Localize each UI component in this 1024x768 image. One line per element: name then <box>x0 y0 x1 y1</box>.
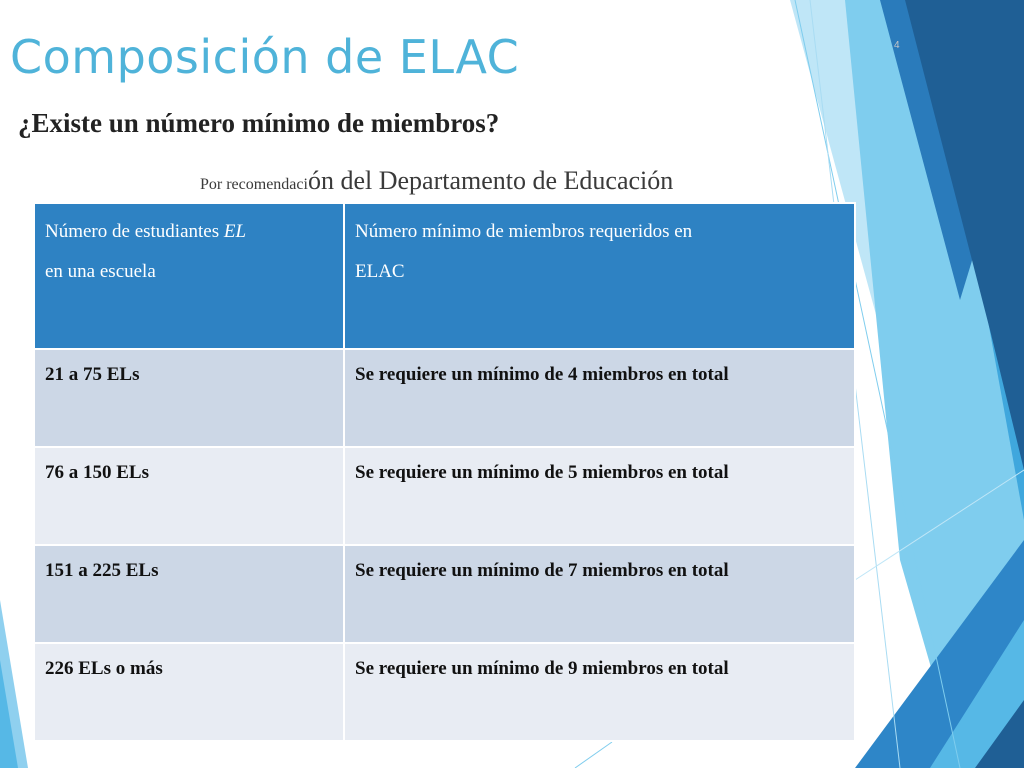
header-el-students-prefix: Número de estudiantes <box>45 221 224 242</box>
recommendation-note-small: Por recomendaci <box>200 176 308 193</box>
header-min-members-line1: Número mínimo de miembros requeridos en <box>355 221 693 242</box>
table-row <box>34 545 855 643</box>
row-range: 151 a 225 ELs <box>34 545 344 643</box>
slide-subtitle: ¿Existe un número mínimo de miembros? <box>18 108 500 138</box>
header-el-students-line2: en una escuela <box>45 261 156 282</box>
recommendation-note <box>200 166 673 196</box>
slide-number: 4 <box>894 40 900 51</box>
table-row <box>34 349 855 447</box>
row-requirement: Se requiere un mínimo de 5 miembros en total <box>344 447 855 545</box>
row-requirement: Se requiere un mínimo de 4 miembros en total <box>344 349 855 447</box>
table-row <box>34 447 855 545</box>
elac-membership-table <box>33 202 856 742</box>
table-header-row <box>34 203 855 349</box>
row-range: 226 ELs o más <box>34 643 344 741</box>
decor-line-3 <box>575 742 612 768</box>
header-el-students-em: EL <box>223 221 247 242</box>
header-min-members <box>344 203 855 349</box>
recommendation-note-large: ón del Departamento de Educación <box>307 166 674 195</box>
header-el-students <box>34 203 344 349</box>
row-requirement: Se requiere un mínimo de 7 miembros en total <box>344 545 855 643</box>
row-requirement: Se requiere un mínimo de 9 miembros en total <box>344 643 855 741</box>
slide-title: Composición de ELAC <box>10 30 520 84</box>
row-range: 76 a 150 ELs <box>34 447 344 545</box>
row-range: 21 a 75 ELs <box>34 349 344 447</box>
header-min-members-line2: ELAC <box>355 261 405 282</box>
table-row <box>34 643 855 741</box>
